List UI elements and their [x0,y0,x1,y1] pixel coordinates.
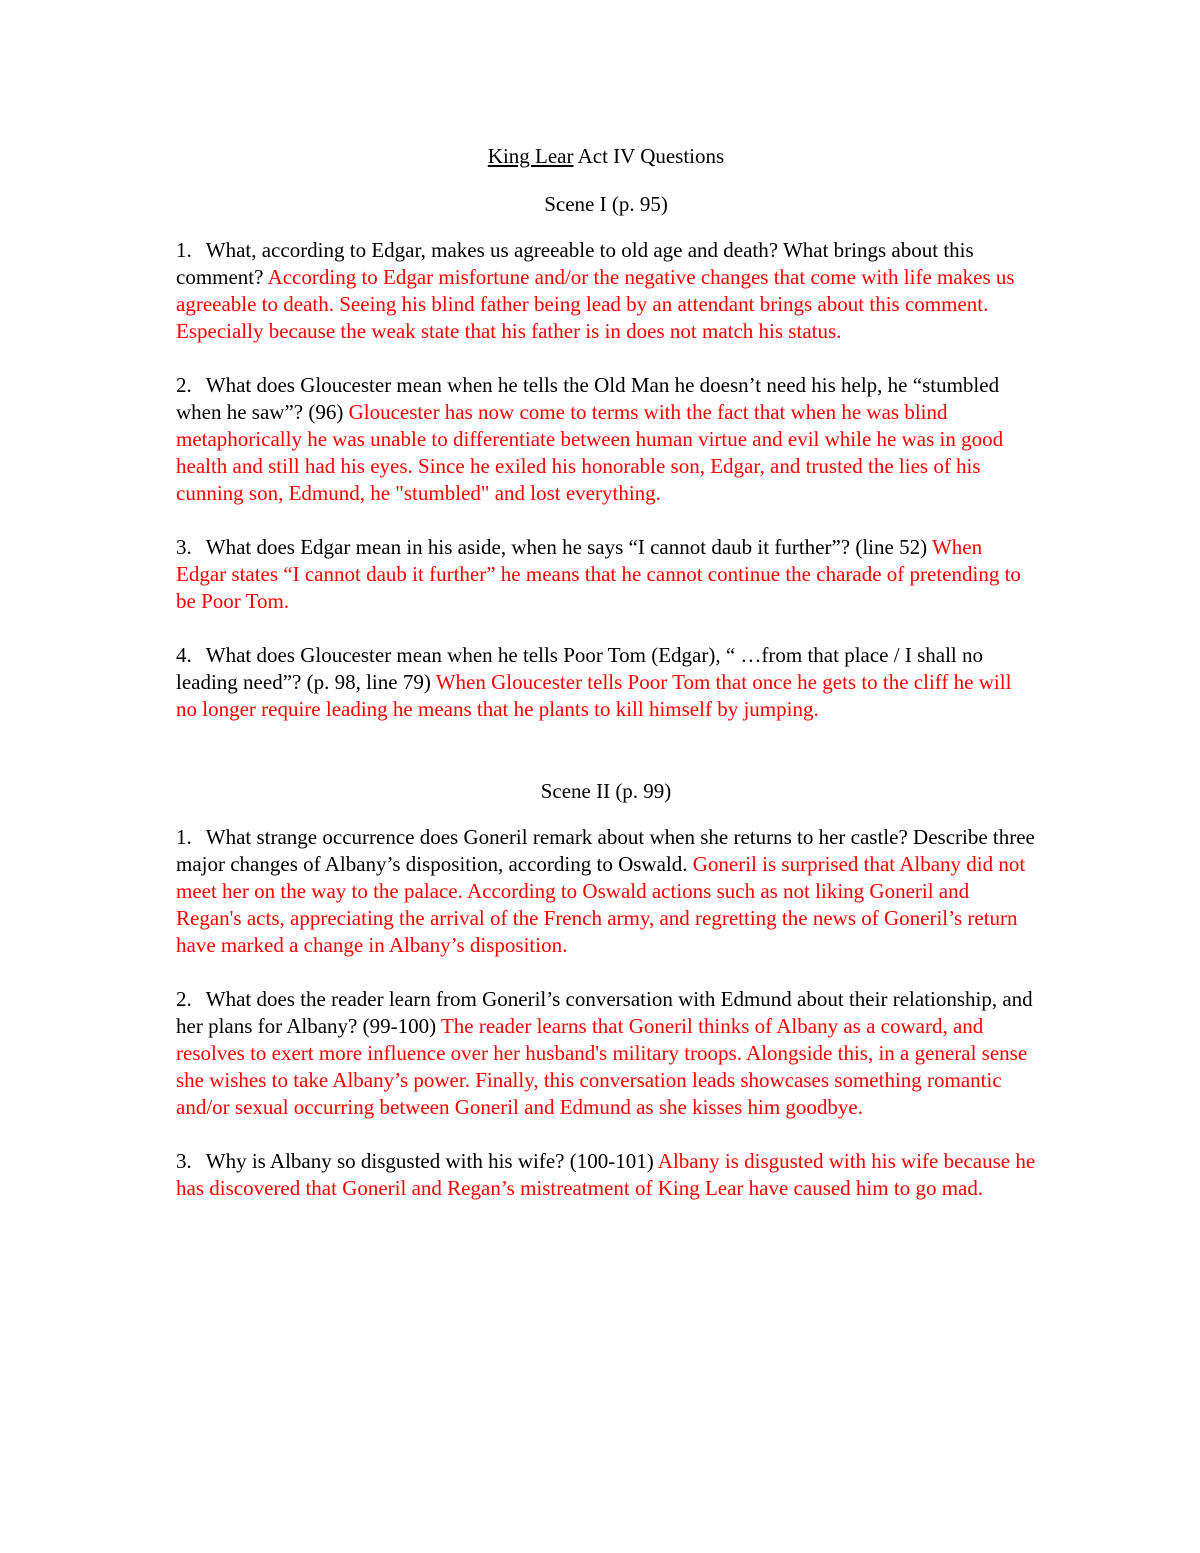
answer-text: The reader learns that Goneril thinks of Albany as a coward, and resolves to exert more influence over her husband's military troops. Alongside this, in a general sense she wishes to take Albany’s power. Finally, this conversation leads showcases something romantic and/or sexual occurring between Goneril and Edmund as she kisses him goodbye. [176,1014,1028,1119]
question-item [176,372,1036,507]
question-number: 2. [176,373,192,397]
question-number: 3. [176,535,192,559]
document-title [176,142,1036,170]
answer-text: Goneril is surprised that Albany did not meet her on the way to the palace. According to Oswald actions such as not liking Goneril and Regan's acts, appreciating the arrival of the French army, and regretting the news of Goneril’s return have marked a change in Albany’s disposition. [176,852,1026,957]
question-number: 2. [176,987,192,1011]
answer-text: When Gloucester tells Poor Tom that once he gets to the cliff he will no longer require leading he means that he plants to kill himself by jumping. [176,670,1012,721]
question-text: What does Gloucester mean when he tells the Old Man he doesn’t need his help, he “stumbled when he saw”? (96) [176,373,1000,424]
question-item [176,1148,1036,1202]
question-text: Why is Albany so disgusted with his wife? (100-101) [205,1149,654,1173]
scene-heading: Scene II (p. 99) [540,779,672,803]
document-page [176,142,1036,1229]
answer-text: When Edgar states “I cannot daub it further” he means that he cannot continue the charade of pretending to be Poor Tom. [176,535,1021,613]
question-text: What strange occurrence does Goneril remark about when she returns to her castle? Describe three major changes of Albany’s disposition, according to Oswald. [176,825,1035,876]
section-spacer [176,750,1036,777]
question-item [176,986,1036,1121]
question-item [176,237,1036,345]
question-number: 3. [176,1149,192,1173]
question-text: What does Gloucester mean when he tells Poor Tom (Edgar), “ …from that place / I shall no leading need”? (p. 98, line 79) [176,643,983,694]
answer-text: According to Edgar misfortune and/or the negative changes that come with life makes us agreeable to death. Seeing his blind father being lead by an attendant brings about this comment. Especially because the weak state that his father is in does not match his status. [176,265,1015,343]
question-text: What does the reader learn from Goneril’s conversation with Edmund about their relationship, and her plans for Albany? (99-100) [176,987,1033,1038]
question-item [176,642,1036,723]
answer-text: Albany is disgusted with his wife because he has discovered that Goneril and Regan’s mistreatment of King Lear have caused him to go mad. [176,1149,1036,1200]
question-number: 1. [176,238,192,262]
question-text: What, according to Edgar, makes us agreeable to old age and death? What brings about this comment? [176,238,974,289]
question-number: 1. [176,825,192,849]
question-number: 4. [176,643,192,667]
scene-heading: Scene I (p. 95) [544,192,668,216]
title-underlined: King Lear [487,144,574,168]
question-item [176,824,1036,959]
question-item [176,534,1036,615]
question-text: What does Edgar mean in his aside, when he says “I cannot daub it further”? (line 52) [205,535,928,559]
answer-text: Gloucester has now come to terms with the fact that when he was blind metaphorically he was unable to differentiate between human virtue and evil while he was in good health and still had his eyes. Since he exiled his honorable son, Edgar, and trusted the lies of his cunning son, Edmund, he "stumbled" and lost everything. [176,400,1004,505]
title-rest: Act IV Questions [573,144,725,168]
